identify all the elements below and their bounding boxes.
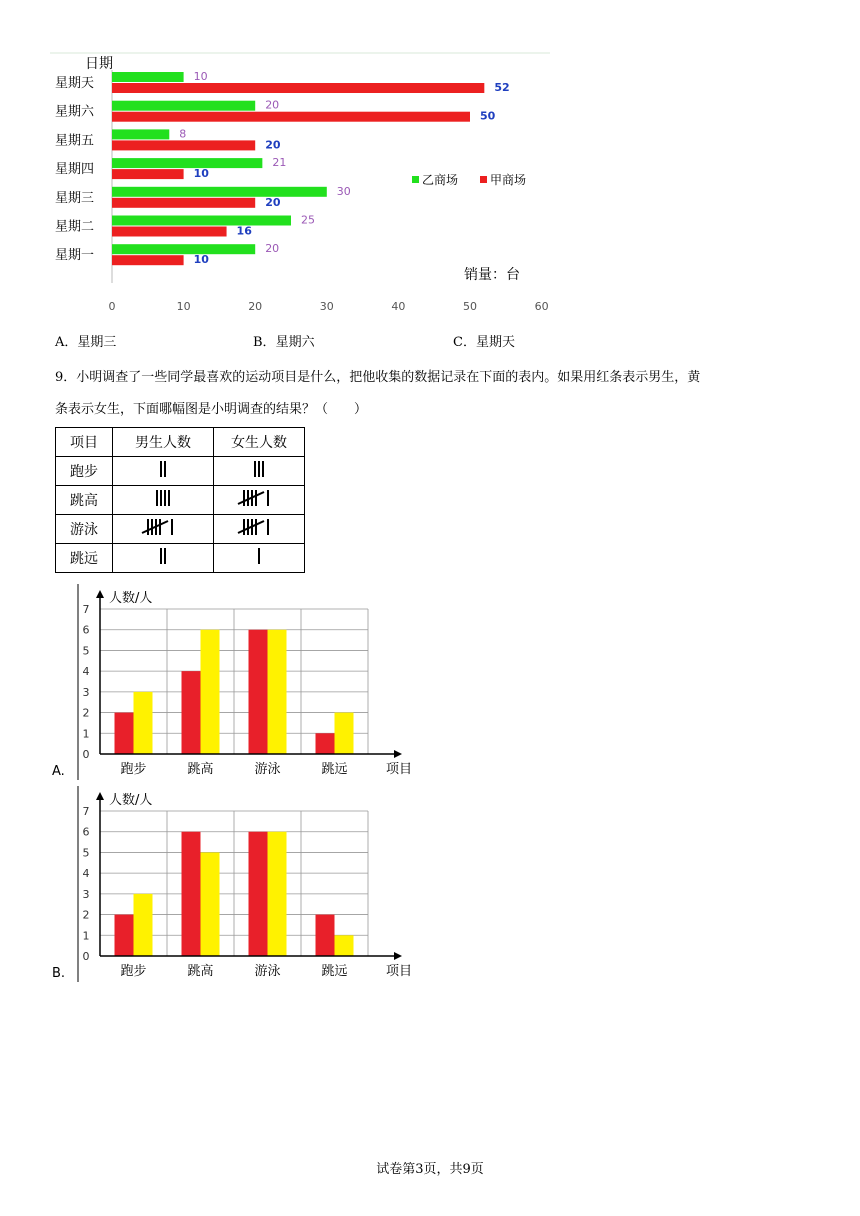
bar (112, 255, 184, 265)
bar (112, 112, 470, 122)
category-label: 星期四 (55, 162, 95, 178)
bar (182, 671, 201, 754)
category-label: 游泳 (254, 762, 281, 777)
bar-value-label: 16 (236, 224, 252, 238)
page-footer: 试卷第3页，共9页 (376, 1162, 484, 1177)
table-row (56, 515, 305, 544)
category-label: 星期天 (55, 76, 95, 91)
tally-marks (219, 486, 299, 510)
category-label: 星期二 (55, 219, 95, 235)
category-label: 星期六 (55, 104, 95, 120)
q8-option-c[interactable] (453, 331, 515, 350)
q9-question-line1: 9．小明调查了一些同学最喜欢的运动项目是什么，把他收集的数据记录在下面的表内。如果用红条表示男生，黄 (55, 370, 701, 385)
bar (112, 169, 184, 179)
y-tick-label: 2 (82, 706, 90, 720)
bar (268, 630, 287, 754)
tally-table (55, 427, 305, 573)
bar (335, 935, 354, 956)
bar-value-label: 21 (272, 156, 287, 170)
y-tick-label: 0 (82, 748, 90, 761)
bar-value-label: 20 (265, 98, 280, 112)
bar (316, 915, 335, 956)
chart1-ylabel: 日期 (85, 56, 113, 72)
bar (112, 129, 169, 139)
tally-cell (214, 486, 305, 515)
bar-value-label: 10 (193, 70, 208, 83)
bar (112, 140, 255, 150)
bar (112, 216, 291, 226)
y-tick-label: 5 (82, 644, 90, 658)
item-cell: 跑步 (56, 457, 113, 486)
option-letter: A. (52, 764, 65, 779)
tally-cell (214, 515, 305, 544)
x-axis-label: 项目 (386, 762, 413, 777)
bar (249, 832, 268, 956)
bar (112, 83, 484, 93)
category-label: 跳高 (187, 762, 214, 777)
y-tick-label: 7 (82, 805, 90, 818)
option-a-chart[interactable] (50, 584, 420, 780)
bar (335, 713, 354, 754)
legend-label-yi: 乙商场 (422, 173, 459, 187)
bar (316, 733, 335, 754)
legend-swatch-yi (412, 176, 419, 183)
bar (268, 832, 287, 956)
bar-value-label: 10 (193, 167, 209, 181)
bar (112, 198, 255, 208)
bar (134, 692, 153, 754)
y-tick-label: 6 (82, 825, 90, 839)
category-label: 跳高 (187, 964, 214, 979)
q8-option-a[interactable] (55, 331, 116, 350)
y-tick-label: 1 (82, 727, 90, 741)
bar (112, 227, 227, 237)
bar-value-label: 8 (179, 127, 187, 141)
x-tick-label: 30 (319, 300, 334, 313)
tally-marks (123, 515, 203, 539)
y-tick-label: 0 (82, 950, 90, 963)
category-label: 游泳 (254, 964, 281, 979)
x-tick-label: 0 (108, 300, 116, 313)
bar (182, 832, 201, 956)
bar (112, 101, 255, 111)
bar (115, 915, 134, 956)
option-text: 星期天 (475, 335, 515, 350)
bar (112, 72, 184, 82)
option-letter: A． (55, 335, 78, 350)
category-label: 跑步 (120, 964, 147, 979)
y-axis-label: 人数/人 (109, 591, 153, 606)
table-row (56, 457, 305, 486)
tally-cell (113, 457, 214, 486)
bar (249, 630, 268, 754)
category-label: 跳远 (321, 762, 348, 777)
x-tick-label: 20 (248, 300, 263, 313)
option-text: 星期三 (77, 335, 117, 350)
y-tick-label: 4 (82, 665, 90, 679)
tally-marks (219, 457, 299, 481)
tally-marks (219, 515, 299, 539)
y-tick-label: 7 (82, 603, 90, 616)
bar (112, 244, 255, 254)
header-cell: 男生人数 (113, 428, 214, 457)
x-tick-label: 40 (391, 300, 406, 313)
item-cell: 跳远 (56, 544, 113, 573)
category-label: 星期一 (55, 248, 95, 264)
tally-cell (113, 486, 214, 515)
category-label: 跳远 (321, 964, 348, 979)
x-tick-label: 50 (463, 300, 477, 313)
y-tick-label: 6 (82, 623, 90, 637)
q8-option-b[interactable] (253, 331, 315, 350)
tally-marks (123, 486, 203, 510)
x-axis-arrow-icon (394, 750, 402, 758)
category-label: 星期三 (55, 190, 95, 206)
table-row (56, 486, 305, 515)
bar (201, 852, 220, 956)
tally-marks (123, 544, 203, 568)
header-cell: 项目 (56, 428, 113, 457)
bar (112, 187, 327, 197)
bar-value-label: 20 (265, 138, 281, 152)
bar-value-label: 52 (494, 81, 510, 94)
weekly-sales-chart (40, 48, 560, 318)
y-axis-label: 人数/人 (109, 793, 153, 808)
category-label: 星期五 (55, 133, 95, 149)
bar (112, 158, 262, 168)
bar (134, 894, 153, 956)
table-header-row (56, 428, 305, 457)
tally-cell (214, 544, 305, 573)
y-tick-label: 4 (82, 867, 90, 881)
bar-value-label: 25 (301, 213, 315, 227)
legend-swatch-jia (480, 176, 487, 183)
x-tick-label: 10 (176, 300, 191, 313)
item-cell: 游泳 (56, 515, 113, 544)
legend-label-jia: 甲商场 (490, 173, 527, 187)
option-text: 星期六 (275, 335, 315, 350)
y-tick-label: 1 (82, 929, 90, 943)
chart1-xlabel: 销量：台 (464, 267, 520, 283)
bar-value-label: 20 (265, 195, 281, 209)
x-tick-label: 60 (534, 300, 549, 313)
y-axis-arrow-icon (96, 792, 104, 800)
q9-question-line2: 条表示女生，下面哪幅图是小明调查的结果？（ ） (55, 402, 368, 417)
category-label: 跑步 (120, 762, 147, 777)
tally-marks (219, 544, 299, 568)
bar-value-label: 20 (265, 242, 280, 256)
y-tick-label: 2 (82, 908, 90, 922)
option-b-chart[interactable] (50, 786, 420, 982)
y-tick-label: 3 (82, 887, 90, 901)
tally-cell (214, 457, 305, 486)
option-letter: B． (253, 335, 276, 350)
y-tick-label: 3 (82, 685, 90, 699)
y-tick-label: 5 (82, 846, 90, 860)
item-cell: 跳高 (56, 486, 113, 515)
table-row (56, 544, 305, 573)
bar (201, 630, 220, 754)
bar-value-label: 30 (336, 184, 351, 198)
tally-cell (113, 515, 214, 544)
bar-value-label: 10 (193, 253, 209, 267)
bar-value-label: 50 (480, 109, 496, 123)
option-letter: C． (453, 335, 476, 350)
y-axis-arrow-icon (96, 590, 104, 598)
option-letter: B. (52, 966, 66, 981)
tally-marks (123, 457, 203, 481)
x-axis-arrow-icon (394, 952, 402, 960)
x-axis-label: 项目 (386, 964, 413, 979)
tally-cell (113, 544, 214, 573)
bar (115, 713, 134, 754)
header-cell: 女生人数 (214, 428, 305, 457)
